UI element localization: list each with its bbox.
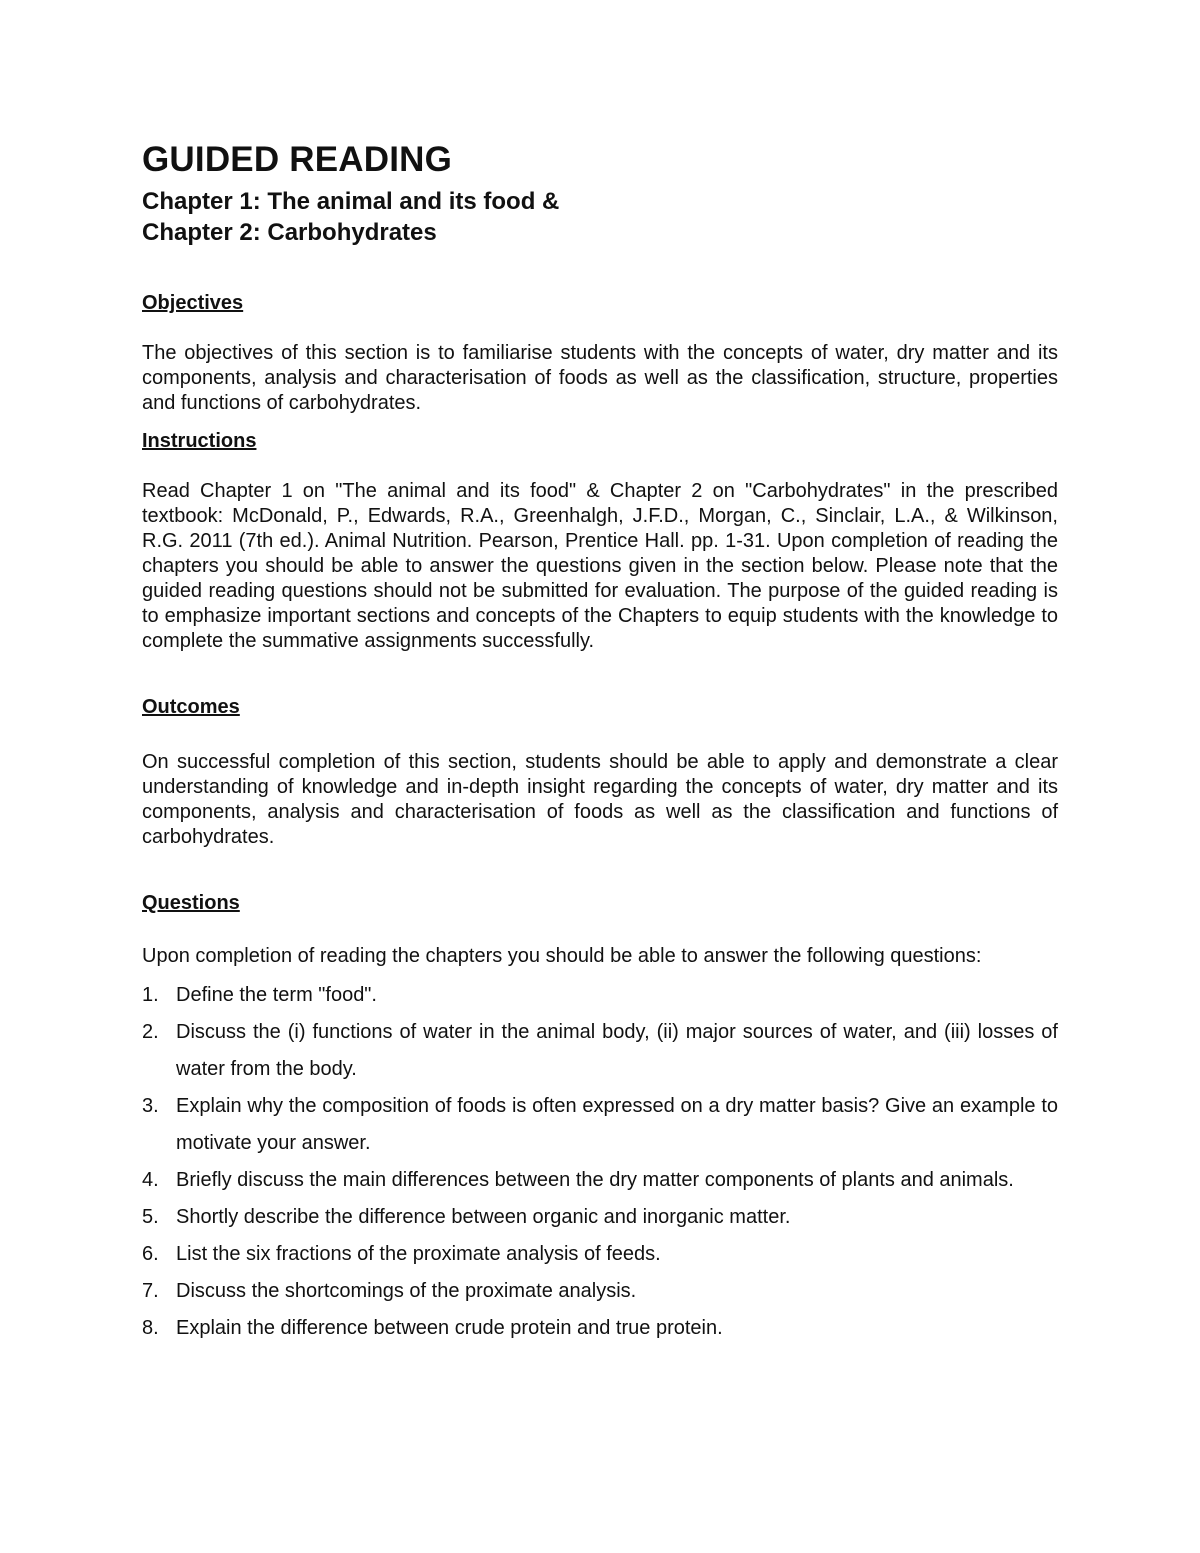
question-number: 6. <box>142 1243 159 1265</box>
questions-intro: Upon completion of reading the chapters you should be able to answer the following questions: <box>142 945 982 967</box>
instructions-heading: Instructions <box>142 430 257 452</box>
outcomes-section <box>142 694 1058 850</box>
question-text: Define the term "food". <box>176 984 377 1006</box>
instructions-text: Read Chapter 1 on "The animal and its food" & Chapter 2 on "Carbohydrates" in the prescribed textbook: McDonald, P., Edwards, R.A., Greenhalgh, J.F.D., Morgan, C., Sinclair, L.A., & Wilkinson, R.G. 2011 (7th ed.). Animal Nutrition. Pearson, Prentice Hall. pp. 1-31. Upon completion of reading the chapters you should be able to answer the questions given in the section below. Please note that the guided reading questions should not be submitted for evaluation. The purpose of the guided reading is to emphasize important sections and concepts of the Chapters to equip students with the knowledge to complete the summative assignments successfully. <box>142 480 1058 652</box>
question-number: 2. <box>142 1021 159 1043</box>
question-item <box>142 1199 1058 1236</box>
question-item <box>142 1014 1058 1088</box>
document-title: GUIDED READING <box>142 140 453 179</box>
instructions-section <box>142 428 1058 654</box>
objectives-section <box>142 290 1058 416</box>
question-text: Briefly discuss the main differences between the dry matter components of plants and animals. <box>176 1169 1014 1191</box>
chapter-1-title: Chapter 1: The animal and its food & <box>142 188 560 215</box>
questions-heading: Questions <box>142 892 240 914</box>
chapter-2-title: Chapter 2: Carbohydrates <box>142 219 437 246</box>
questions-section <box>142 890 1058 1347</box>
question-item <box>142 1162 1058 1199</box>
document-page <box>142 138 1058 1347</box>
question-number: 8. <box>142 1317 159 1339</box>
question-item <box>142 1088 1058 1162</box>
question-text: Explain the difference between crude protein and true protein. <box>176 1317 723 1339</box>
question-number: 3. <box>142 1095 159 1117</box>
question-item <box>142 1273 1058 1310</box>
question-item <box>142 977 1058 1014</box>
outcomes-text: On successful completion of this section, students should be able to apply and demonstrate a clear understanding of knowledge and in-depth insight regarding the concepts of water, dry matter and its components, analysis and characterisation of foods as well as the classification and functions of carbohydrates. <box>142 751 1058 848</box>
question-number: 4. <box>142 1169 159 1191</box>
question-text: List the six fractions of the proximate analysis of feeds. <box>176 1243 661 1265</box>
question-text: Shortly describe the difference between organic and inorganic matter. <box>176 1206 791 1228</box>
questions-list <box>142 977 1058 1347</box>
question-item <box>142 1310 1058 1347</box>
question-number: 5. <box>142 1206 159 1228</box>
question-text: Discuss the shortcomings of the proximate analysis. <box>176 1280 637 1302</box>
question-text: Discuss the (i) functions of water in the animal body, (ii) major sources of water, and (iii) losses of water from the body. <box>176 1021 1058 1080</box>
outcomes-heading: Outcomes <box>142 696 240 718</box>
objectives-heading: Objectives <box>142 292 244 314</box>
question-text: Explain why the composition of foods is often expressed on a dry matter basis? Give an example to motivate your answer. <box>176 1095 1058 1154</box>
question-number: 7. <box>142 1280 159 1302</box>
objectives-text: The objectives of this section is to familiarise students with the concepts of water, dry matter and its components, analysis and characterisation of foods as well as the classification, structure, properties and functions of carbohydrates. <box>142 342 1058 414</box>
question-item <box>142 1236 1058 1273</box>
question-number: 1. <box>142 984 159 1006</box>
